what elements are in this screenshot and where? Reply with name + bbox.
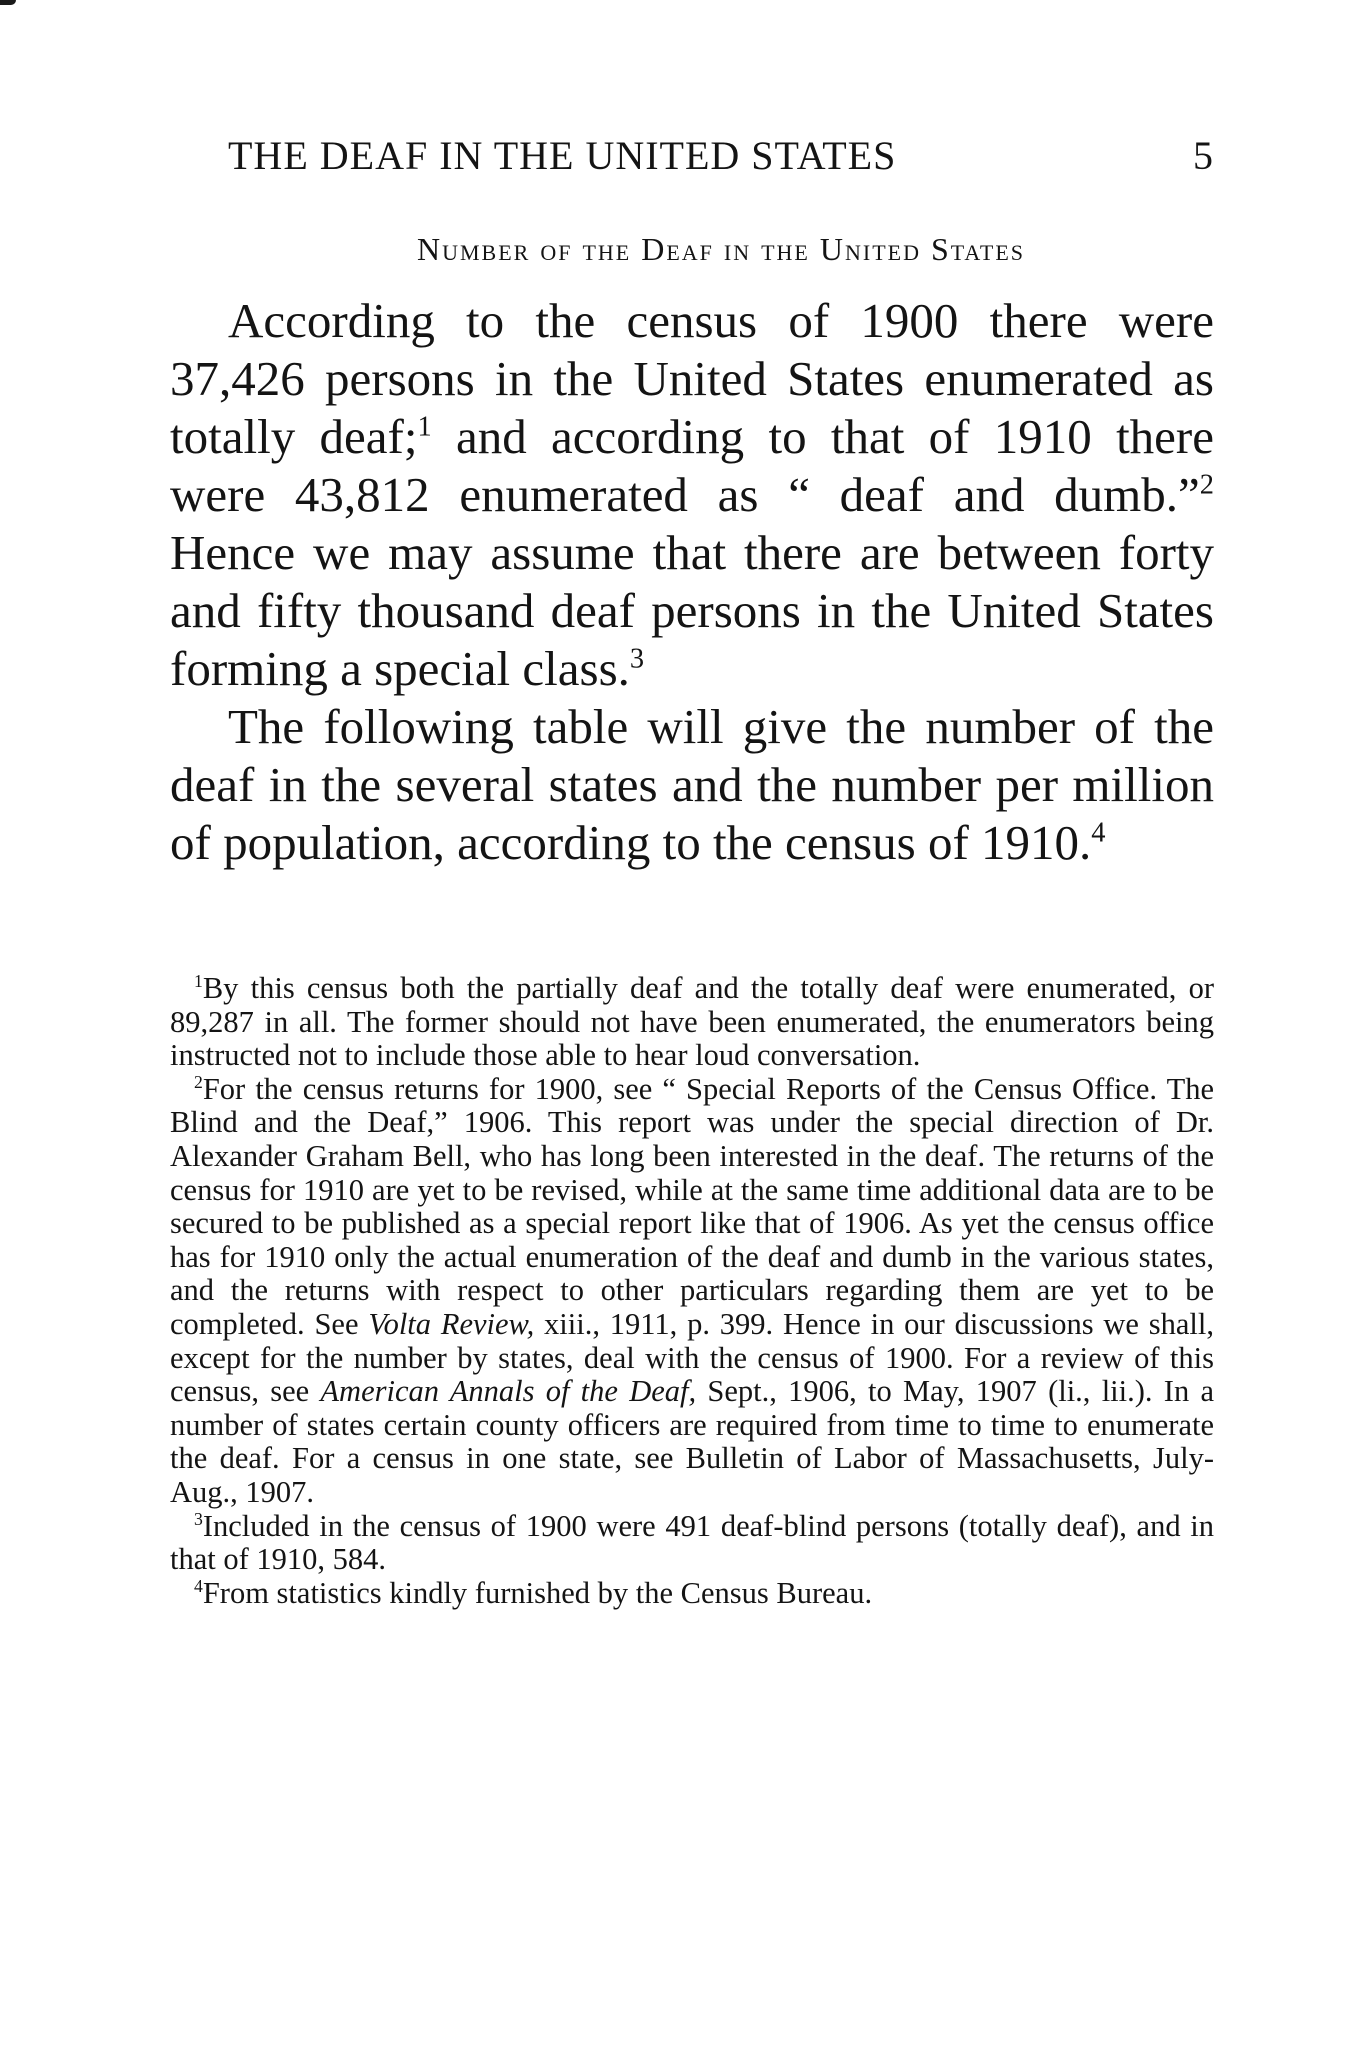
footnote-4-text: From statistics kindly furnished by the Census Bureau. <box>202 1575 873 1610</box>
footnote-3 <box>170 1510 1214 1577</box>
footnote-1 <box>170 972 1214 1073</box>
footnote-3-mark: 3 <box>194 1508 203 1529</box>
footnote-1-mark: 1 <box>194 970 203 991</box>
footnote-ref-4: 4 <box>1091 817 1106 849</box>
paragraph-1 <box>170 292 1214 698</box>
paragraph-2-text: The following table will give the number of the deaf in the several states and the number per million of population, according to the census of 1910. <box>170 699 1214 870</box>
footnote-2-citation-volta: Volta Review, <box>368 1306 535 1341</box>
footnote-2-mark: 2 <box>194 1071 203 1092</box>
footnote-4 <box>170 1577 1214 1611</box>
footnote-ref-3: 3 <box>629 643 645 675</box>
section-title: Number of the Deaf in the United States <box>416 231 1025 267</box>
running-head-title: THE DEAF IN THE UNITED STATES <box>228 133 897 178</box>
paragraph-1-part-2: and according to that of 1910 there were 43,812 enumerated as “ deaf and dumb.” <box>170 409 1214 522</box>
paragraph-1-part-1: According to the census of 1900 there were 37,426 persons in the United States enumerated as totally deaf; <box>170 293 1214 464</box>
paragraph-1-part-3: Hence we may assume that there are between forty and fifty thousand deaf persons in the United States forming a special class. <box>170 525 1214 696</box>
paragraph-2 <box>170 698 1214 872</box>
footnote-2 <box>170 1073 1214 1510</box>
footnote-2-text-c: Sept., 1906, to May, 1907 (li., lii.). In a number of states certain county officers are required from time to time to enumerate the deaf. For a census in one state, see Bulletin of Labor of Massachusetts, July-Aug., 1907. <box>170 1374 1214 1509</box>
footnote-4-mark: 4 <box>194 1575 203 1596</box>
footnotes <box>170 972 1214 1610</box>
footnote-3-text: Included in the census of 1900 were 491 deaf-blind persons (totally deaf), and in that of 1910, 584. <box>170 1508 1214 1577</box>
footnote-2-citation-annals: American Annals of the Deaf, <box>320 1374 697 1409</box>
main-text <box>170 292 1214 872</box>
footnote-ref-1: 1 <box>417 411 432 443</box>
footnote-1-text: By this census both the partially deaf and the totally deaf were enumerated, or 89,287 in all. The former should not have been enumerated, the enumerators being instructed not to include those able to hear loud conversation. <box>170 971 1214 1073</box>
footnote-2-text-a: For the census returns for 1900, see “ Special Reports of the Census Office. The Blind and the Deaf,” 1906. This report was under the special direction of Dr. Alexander Graham Bell, who has long been interested in the deaf. The returns of the census for 1910 are yet to be revised, while at the same time additional data are to be secured to be published as a special report like that of 1906. As yet the census office has for 1910 only the actual enumeration of the deaf and dumb in the various states, and the returns with respect to other particulars regarding them are yet to be completed. See <box>170 1071 1214 1341</box>
footnote-2-text-b: xiii., 1911, p. 399. Hence in our discussions we shall, except for the number by states, deal with the census of 1900. For a review of this census, see <box>170 1306 1214 1409</box>
footnote-ref-2: 2 <box>1199 469 1214 501</box>
running-head <box>228 128 1214 184</box>
page-number: 5 <box>1193 133 1214 178</box>
scan-edge-mark <box>0 0 16 5</box>
